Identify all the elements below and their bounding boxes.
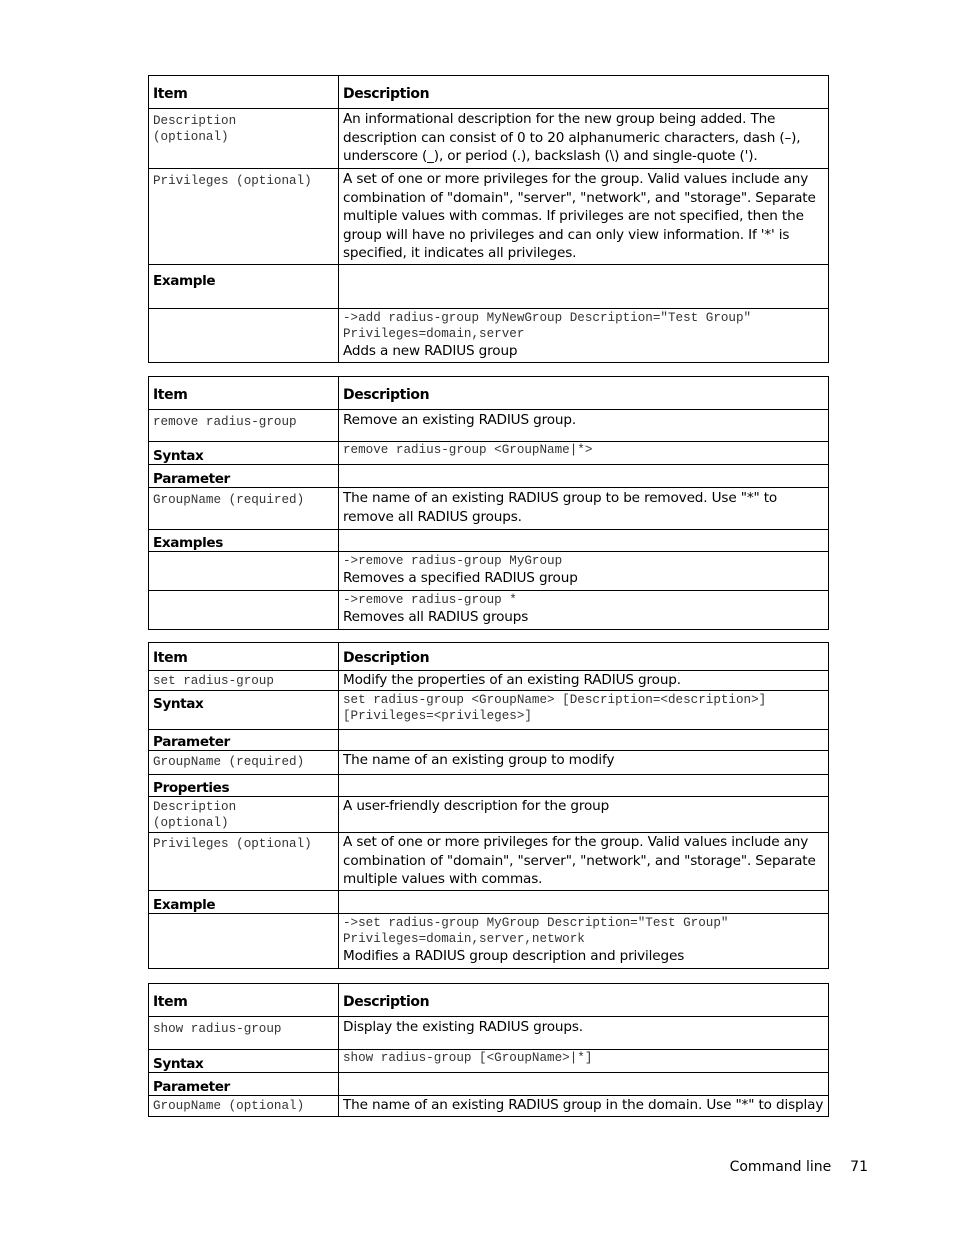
properties-label: Properties [153,780,230,796]
parameter-description: The name of an existing RADIUS group in the domain. Use "*" to display [343,1097,824,1113]
add-radius-group-table [148,75,829,363]
syntax-row [149,442,829,465]
examples-label: Examples [153,535,223,551]
row-description: An informational description for the new group being added. The description can consist of 0 to 20 alphanumeric characters, dash (–), underscore (_), or period (.), backslash (\) and single-quote ('). [343,111,801,164]
table-row [149,169,829,265]
header-description: Description [343,386,430,403]
example-text: Removes all RADIUS groups [343,609,529,625]
command-description: Remove an existing RADIUS group. [343,412,577,428]
syntax-label: Syntax [153,1056,204,1072]
remove-radius-group-table [148,376,829,630]
example-label-row [149,891,829,914]
example-code-line: Privileges=domain,server [343,327,525,341]
header-item: Item [153,386,188,403]
parameter-row [149,751,829,775]
example-code-line: ->add radius-group MyNewGroup Description="Test Group" [343,311,752,325]
table-header-row [149,643,829,671]
example-text: Modifies a RADIUS group description and privileges [343,948,685,964]
parameter-label: Parameter [153,1079,230,1095]
command-description: Modify the properties of an existing RADIUS group. [343,672,681,688]
property-row [149,833,829,891]
syntax-row [149,691,829,730]
parameter-name: GroupName (required) [153,493,305,507]
example-code-line: ->remove radius-group MyGroup [343,554,563,568]
parameter-label-row [149,465,829,488]
header-description: Description [343,993,430,1010]
property-name: Privileges (optional) [153,837,312,851]
example-label-row [149,265,829,309]
example-text: Removes a specified RADIUS group [343,570,578,586]
parameter-description: The name of an existing group to modify [343,752,615,768]
command-name: show radius-group [153,1022,282,1036]
header-description: Description [343,85,430,102]
table-header-row [149,377,829,410]
header-description: Description [343,650,430,666]
example-label: Example [153,897,216,913]
syntax-row [149,1050,829,1073]
table-header-row [149,984,829,1017]
parameter-name: GroupName (required) [153,755,305,769]
table-header-row [149,76,829,109]
table-row [149,109,829,169]
example-row [149,552,829,591]
show-radius-group-table [148,983,829,1117]
parameter-name: GroupName (optional) [153,1099,305,1113]
header-item: Item [153,85,188,102]
property-row [149,797,829,833]
syntax-code: show radius-group [<GroupName>|*] [343,1051,593,1065]
command-name: set radius-group [153,674,274,688]
command-name: remove radius-group [153,415,297,429]
property-description: A set of one or more privileges for the group. Valid values include any combination of "domain", "server", "network", and "storage". Separate multiple values with commas. [343,834,816,887]
parameter-row [149,488,829,530]
example-code-line: ->set radius-group MyGroup Description="Test Group" [343,916,729,930]
parameter-row [149,1096,829,1117]
properties-label-row [149,775,829,797]
property-name: Description (optional) [153,800,237,830]
command-row [149,1017,829,1050]
parameter-label-row [149,1073,829,1096]
page-number: 71 [850,1159,868,1175]
syntax-label: Syntax [153,696,204,712]
example-code-line: ->remove radius-group * [343,593,517,607]
syntax-code-line: [Privileges=<privileges>] [343,709,532,723]
command-row [149,671,829,691]
property-description: A user-friendly description for the group [343,798,610,814]
command-description: Display the existing RADIUS groups. [343,1019,583,1035]
parameter-description: The name of an existing RADIUS group to be removed. Use "*" to remove all RADIUS groups. [343,490,778,525]
example-row [149,591,829,630]
set-radius-group-table [148,642,829,969]
page-footer [730,1159,868,1175]
syntax-label: Syntax [153,448,204,464]
row-description: A set of one or more privileges for the group. Valid values include any combination of "domain", "server", "network", and "storage". Separate multiple values with commas. If privileges are not specified, then the group will have no privileges and can only view information. If '*' is specified, it indicates all privileges. [343,171,816,261]
example-row [149,914,829,969]
example-text: Adds a new RADIUS group [343,343,518,359]
example-code-line: Privileges=domain,server,network [343,932,585,946]
parameter-label-row [149,730,829,751]
parameter-label: Parameter [153,734,230,750]
example-row [149,309,829,363]
example-label: Example [153,273,216,289]
command-row [149,410,829,442]
syntax-code-line: set radius-group <GroupName> [Description=<description>] [343,693,767,707]
parameter-label: Parameter [153,471,230,487]
syntax-code: remove radius-group <GroupName|*> [343,443,593,457]
row-item: Description (optional) [153,114,237,144]
footer-section-title: Command line [729,1159,832,1175]
header-item: Item [153,993,188,1010]
header-item: Item [153,650,188,666]
examples-label-row [149,530,829,552]
row-item: Privileges (optional) [153,174,312,188]
